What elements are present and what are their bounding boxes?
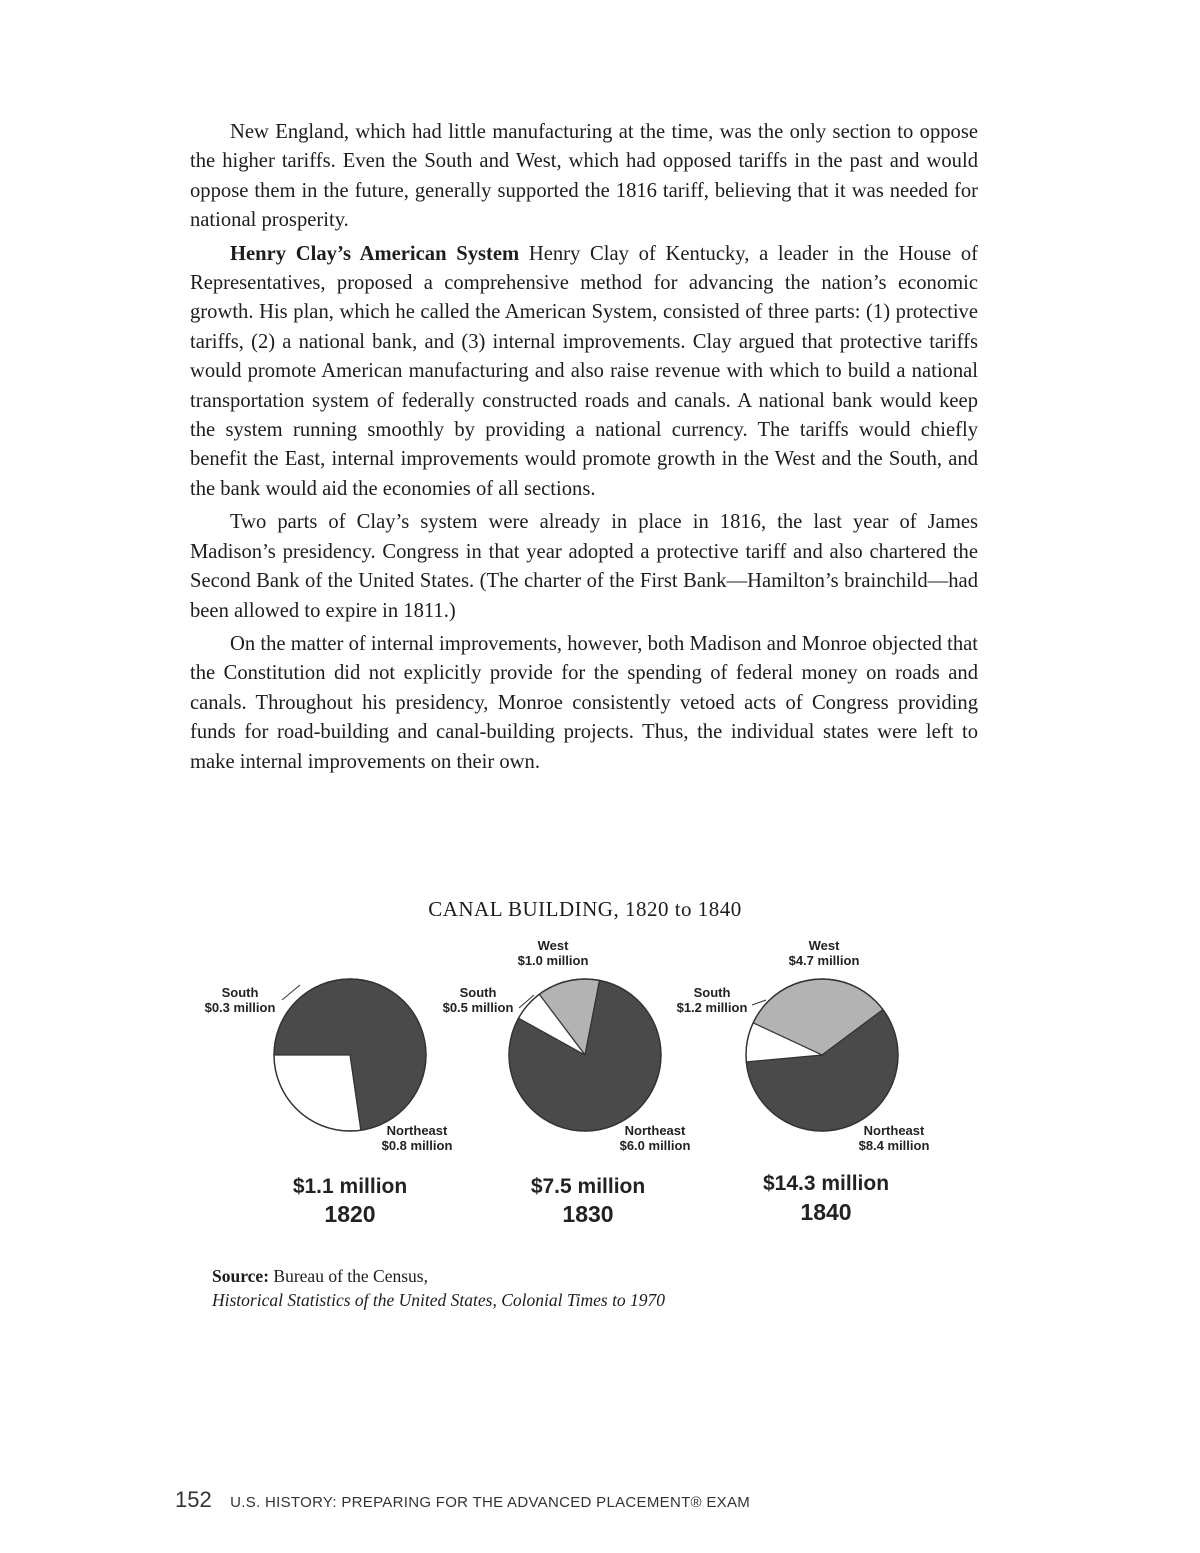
chart-title: CANAL BUILDING, 1820 to 1840 bbox=[428, 897, 742, 921]
slice-label-value: $8.4 million bbox=[858, 1138, 930, 1153]
slice-label-name: Northeast bbox=[624, 1123, 686, 1138]
pie-total-label: $14.3 million bbox=[762, 1172, 890, 1195]
pie-slice-south-1820 bbox=[274, 1055, 361, 1131]
slice-label-name: South bbox=[221, 985, 259, 1000]
slice-label-name: South bbox=[693, 985, 731, 1000]
source-note bbox=[212, 1264, 912, 1312]
slice-label-value: $6.0 million bbox=[619, 1138, 691, 1153]
slice-label-name: West bbox=[808, 938, 840, 953]
paragraph: On the matter of internal improvements, however, both Madison and Monroe objected that the Constitution did not explicitly provide for the spending of federal money on roads and canals. Throughout his presidency, Monroe consistently vetoed acts of Congress providing funds for road-building and canal-building projects. Thus, the individual states were left to make internal improvements on their own. bbox=[190, 632, 978, 773]
pie-total-label: $7.5 million bbox=[530, 1175, 646, 1198]
source-label: Source: bbox=[212, 1266, 270, 1286]
pie-year-label: 1840 bbox=[800, 1199, 852, 1225]
slice-label-value: $4.7 million bbox=[788, 953, 860, 968]
source-title: Historical Statistics of the United States, Colonial Times to 1970 bbox=[212, 1290, 666, 1310]
slice-label-value: $0.3 million bbox=[204, 1000, 276, 1015]
section-heading: Henry Clay’s American System bbox=[230, 242, 520, 265]
slice-label-value: $0.5 million bbox=[442, 1000, 514, 1015]
slice-label-value: $1.0 million bbox=[517, 953, 589, 968]
leader-line bbox=[752, 1000, 766, 1005]
paragraph: Two parts of Clay’s system were already in place in 1816, the last year of James Madison’s presidency. Congress in that year adopted a protective tariff and also chartered the Second Bank of the United States. (The charter of the First Bank—Hamilton’s brainchild—had been allowed to expire in 1811.) bbox=[190, 511, 978, 622]
slice-label-name: South bbox=[459, 985, 497, 1000]
paragraph: New England, which had little manufacturing at the time, was the only section to oppose the higher tariffs. Even the South and West, which had opposed tariffs in the past and would oppose them in the future, generally supported the 1816 tariff, believing that it was needed for national prosperity. bbox=[190, 121, 978, 232]
slice-label-name: Northeast bbox=[386, 1123, 448, 1138]
slice-label-name: West bbox=[537, 938, 569, 953]
slice-label-value: $1.2 million bbox=[676, 1000, 748, 1015]
page-footer bbox=[175, 1487, 750, 1513]
source-text: Bureau of the Census, bbox=[269, 1266, 428, 1286]
running-title: U.S. HISTORY: PREPARING FOR THE ADVANCED PLACEMENT® EXAM bbox=[230, 1494, 751, 1511]
paragraph-text: Henry Clay of Kentucky, a leader in the House of Representatives, proposed a comprehensive method for advancing the nation’s economic growth. His plan, which he called the American System, consisted of three parts: (1) protective tariffs, (2) a national bank, and (3) internal improvements. Clay argued that protective tariffs would promote American manufacturing and also raise revenue with which to build a national transportation system of federally constructed roads and canals. A national bank would keep the system running smoothly by providing a national currency. The tariffs would chiefly benefit the East, internal improvements would promote growth in the West and the South, and the bank would aid the economies of all sections. bbox=[190, 242, 978, 500]
pie-year-label: 1830 bbox=[562, 1201, 614, 1227]
pie-year-label: 1820 bbox=[324, 1201, 376, 1227]
leader-line bbox=[282, 985, 300, 1000]
slice-label-name: Northeast bbox=[863, 1123, 925, 1138]
page-number: 152 bbox=[175, 1487, 212, 1512]
pie-total-label: $1.1 million bbox=[292, 1175, 408, 1198]
slice-label-value: $0.8 million bbox=[381, 1138, 453, 1153]
